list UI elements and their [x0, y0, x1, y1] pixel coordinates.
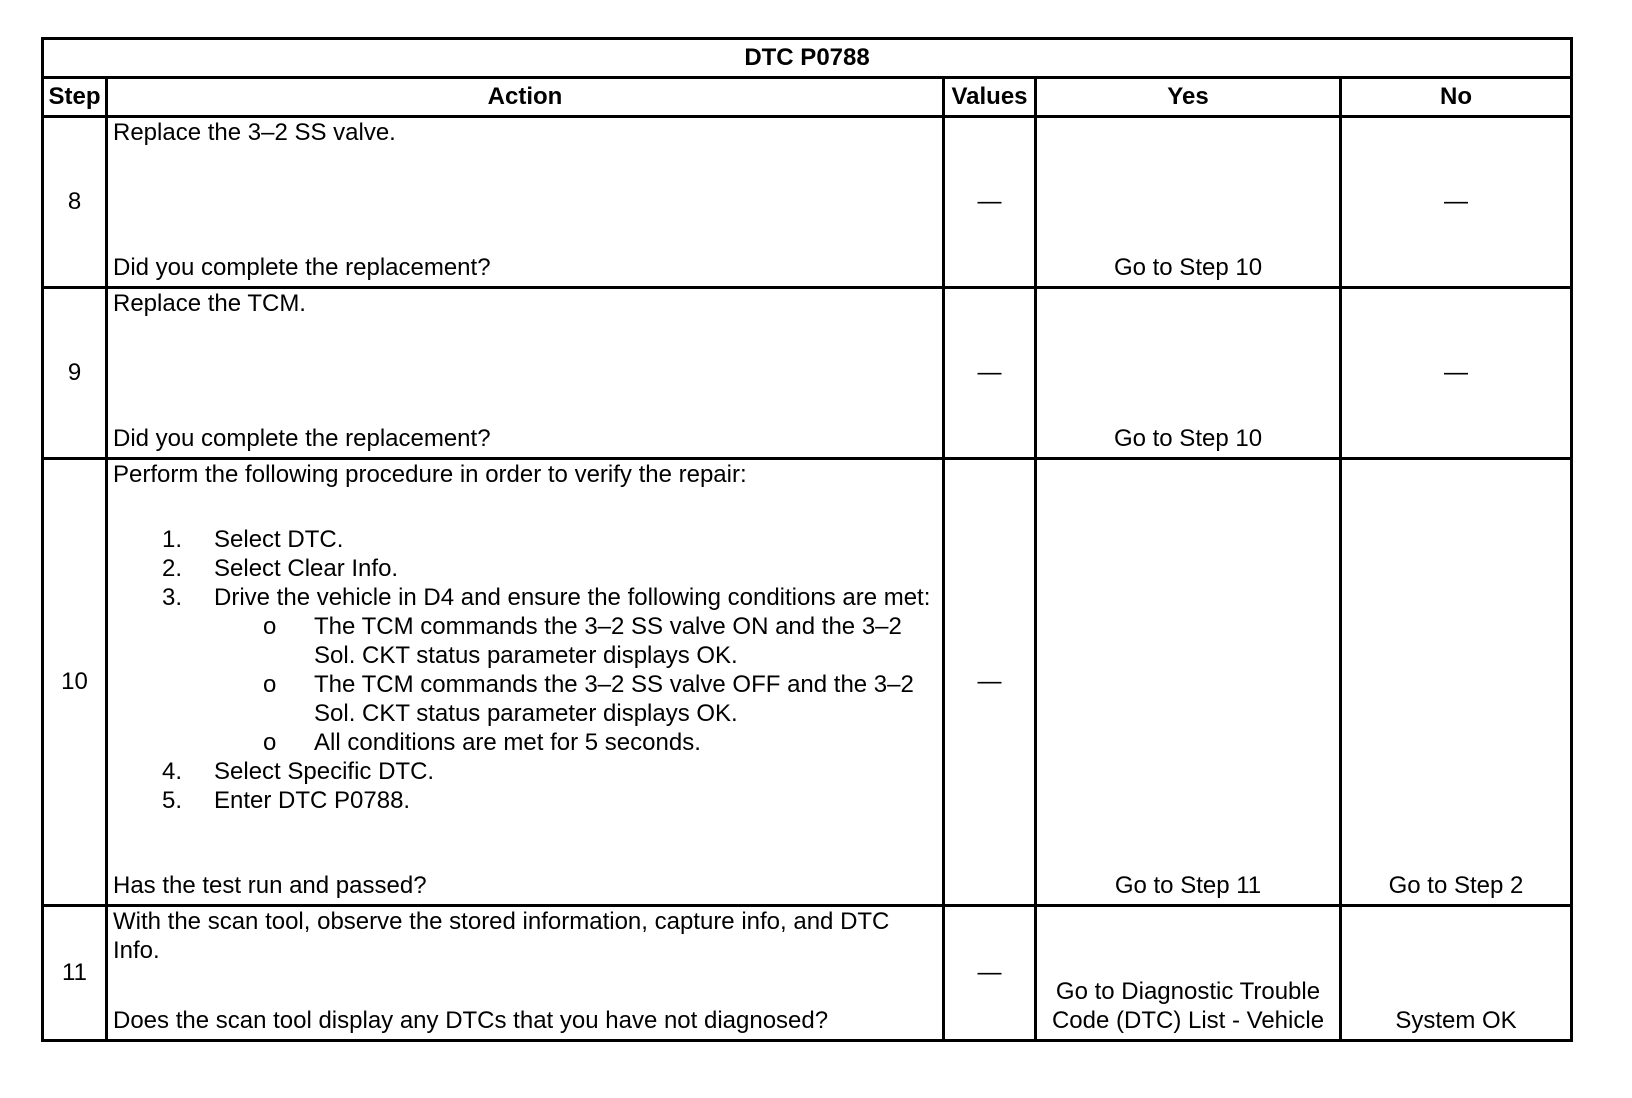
action-question: Did you complete the replacement? [113, 425, 491, 452]
action-question: Did you complete the replacement? [113, 254, 491, 281]
dtc-table [41, 37, 1573, 1042]
no-cell: System OK [1341, 906, 1572, 1041]
values-cell: — [944, 288, 1036, 459]
step-number: 8 [43, 117, 107, 288]
no-cell: — [1341, 117, 1572, 288]
yes-cell: Go to Diagnostic Trouble Code (DTC) List - Vehicle [1036, 906, 1341, 1041]
yes-cell: Go to Step 11 [1036, 459, 1341, 906]
action-question: Does the scan tool display any DTCs that you have not diagnosed? [113, 1007, 829, 1034]
list-item: 2. Select Clear Info. [162, 555, 399, 582]
yes-cell: Go to Step 10 [1036, 288, 1341, 459]
action-instruction: Replace the TCM. [113, 290, 306, 317]
header-values: Values [944, 78, 1036, 117]
header-no: No [1341, 78, 1572, 117]
list-item: 4. Select Specific DTC. [162, 758, 435, 785]
table-row [43, 459, 1572, 906]
action-cell [107, 906, 944, 1041]
action-cell [107, 117, 944, 288]
values-cell: — [944, 117, 1036, 288]
list-item: 3. Drive the vehicle in D4 and ensure the following conditions are met: o The TCM commands the 3–2 SS valve ON and the 3–2 Sol. CKT status parameter displays OK. o The TCM commands the 3–2 SS valve OFF and the 3–2 Sol. CKT status parameter displays OK. o All conditions are met for 5 seconds. [113, 583, 936, 757]
conditions-list [214, 612, 936, 757]
step-number: 10 [43, 459, 107, 906]
header-action: Action [107, 78, 944, 117]
action-cell [107, 459, 944, 906]
table-row [43, 117, 1572, 288]
list-item: o The TCM commands the 3–2 SS valve OFF and the 3–2 Sol. CKT status parameter displays OK. [263, 671, 914, 727]
values-cell: — [944, 906, 1036, 1041]
list-item: 1. Select DTC. [162, 526, 344, 553]
list-item: o The TCM commands the 3–2 SS valve ON and the 3–2 Sol. CKT status parameter displays OK. [263, 613, 902, 669]
action-instruction: Perform the following procedure in order to verify the repair: [113, 461, 747, 488]
no-cell: Go to Step 2 [1341, 459, 1572, 906]
header-step: Step [43, 78, 107, 117]
step-number: 9 [43, 288, 107, 459]
list-item: 5. Enter DTC P0788. [162, 787, 411, 814]
action-cell [107, 288, 944, 459]
table-row [43, 288, 1572, 459]
action-instruction: Replace the 3–2 SS valve. [113, 119, 396, 146]
header-yes: Yes [1036, 78, 1341, 117]
no-cell: — [1341, 288, 1572, 459]
action-question: Has the test run and passed? [113, 872, 427, 899]
table-title: DTC P0788 [43, 39, 1572, 78]
list-item: o All conditions are met for 5 seconds. [263, 729, 701, 756]
action-instruction: With the scan tool, observe the stored information, capture info, and DTC Info. [113, 908, 890, 964]
procedure-list [113, 525, 936, 815]
yes-cell: Go to Step 10 [1036, 117, 1341, 288]
values-cell: — [944, 459, 1036, 906]
table-row [43, 906, 1572, 1041]
step-number: 11 [43, 906, 107, 1041]
